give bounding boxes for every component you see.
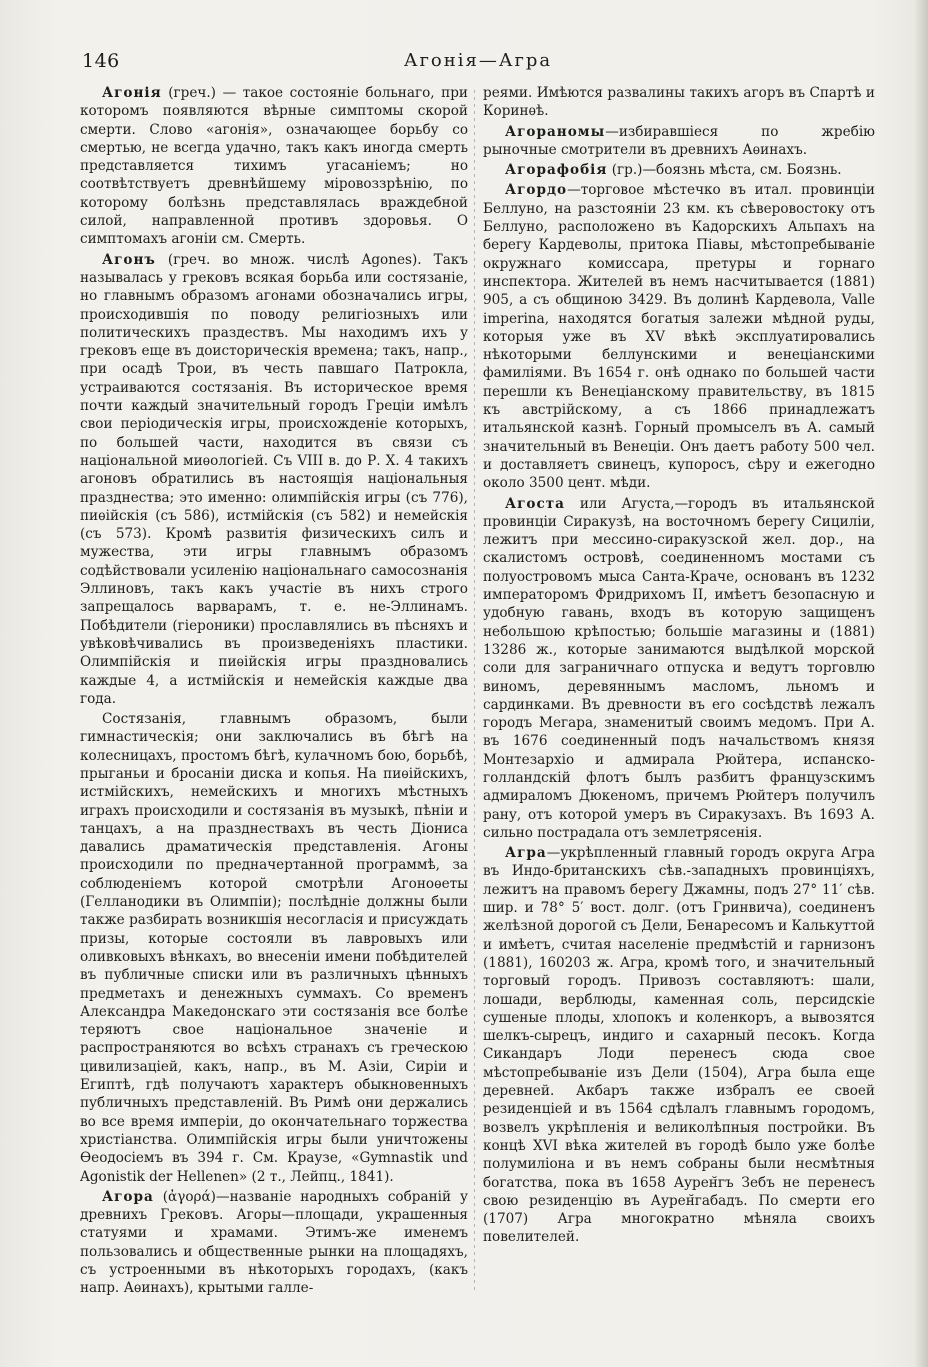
headword: Агораномы: [505, 123, 606, 140]
entry-agon: [80, 251, 468, 708]
headword: Агордо: [505, 182, 568, 199]
page-header: [80, 50, 876, 80]
entry-text: реями. Имѣются развалины такихъ агоръ въ Спартѣ и Коринѳѣ.: [483, 85, 875, 120]
entry-text: (гр.)—боязнь мѣста, см. Боязнь.: [607, 162, 842, 179]
entry-agora: [80, 1188, 468, 1298]
headword: Агонiя: [102, 85, 162, 101]
entry-agordo: [483, 181, 875, 492]
entry-agon-continued: [80, 710, 468, 1186]
entry-text: Состязанiя, главнымъ образомъ, были гимнастическiя; они заключались въ бѣгѣ на колесницахъ, простомъ бѣгѣ, кулачномъ бою, борьбѣ, прыганьи и бросанiи диска и копья. На пиѳiйскихъ, истмiйскихъ, немейскихъ и многихъ мѣстныхъ играхъ происходили и состязанiя въ музыкѣ, пѣнiи и танцахъ, а на празднествахъ въ честь Дiониса давались драматическiя представленiя. Агоны происходили по предначертанной программѣ, за соблюденiемъ которой смотрѣли Агоноѳеты (Гелланодики въ Олимпiи); послѣднiе должны были также разбирать возникшiя несогласiя и присуждать призы, которые состояли въ лавровыхъ или оливковыхъ вѣнкахъ, во внесенiи имени побѣдителей въ публичные списки или въ различныхъ цѣнныхъ предметахъ и денежныхъ суммахъ. Со временъ Александра Македонскаго эти состязанiя все болѣе теряютъ свое нацiональное значенiе и распространяются во всѣхъ странахъ съ греческою цивилизацiей, какъ, напр., въ М. Азiи, Сирiи и Египтѣ, гдѣ получаютъ характеръ обыкновенныхъ публичныхъ представленiй. Въ Римѣ они держались во все время имперiи, до окончательнаго торжества христiанства. Олимпiйскiя игры были уничтожены Ѳеодосiемъ въ 394 г. См. Краузе, «Gymnastik und Agonistik der Hellenen» (2 т., Лейпц., 1841).: [80, 711, 468, 1185]
entry-text: —укрѣпленный главный городъ округа Агра въ Индо-британскихъ сѣв.-западныхъ провинцiяхъ, лежитъ на правомъ берегу Джамны, подъ 27° 11′ сѣв. шир. и 78° 5′ вост. долг. (отъ Гринвича), соединенъ желѣзной дорогой съ Дели, Бенаресомъ и Калькуттой и имѣетъ, считая населенiе предмѣстiй и гарнизонъ (1881), 160203 ж. Агра, кромѣ того, и значительный торговый городъ. Привозъ составляютъ: шали, лошади, верблюды, каменная соль, персидскiе сушеные плоды, хлопокъ и коленкоръ, а вывозятся шелкъ-сырецъ, индиго и сахарный песокъ. Когда Сикандаръ Лоди перенесъ сюда свое мѣстопребыванiе изъ Дели (1504), Агра была еще деревней. Акбаръ также избралъ ее своей резиденцiей и въ 1564 сдѣлалъ главнымъ городомъ, возвелъ укрѣпленiя и великолѣпныя постройки. Въ концѣ XVI вѣка жителей въ городѣ было уже болѣе полумилiона и въ немъ собраны были несмѣтныя богатства, пока въ 1658 Аурен̆гъ Зебъ не перенесъ свою резиденцiю въ Аурен̆габадъ. По смерти его (1707) Агра многократно мѣняла своихъ повелителей.: [483, 845, 875, 1246]
column-divider: [474, 90, 475, 1290]
entry-text: (ἀγορά)—названiе народныхъ собранiй у древнихъ Грековъ. Агоры—площади, украшенныя статуями и храмами. Этимъ-же именемъ пользовались и общественные рынки на площадяхъ, съ устроенными въ нѣкоторыхъ городахъ, (какъ напр. Аѳинахъ), крытыми галле-: [80, 1188, 468, 1297]
entry-agosta: [483, 495, 875, 843]
headword: Агонъ: [102, 251, 156, 268]
entry-agra: [483, 844, 875, 1247]
right-column: [483, 84, 875, 1334]
page-edge-shadow: [914, 0, 928, 1367]
entry-text: —избиравшiеся по жребiю рыночные смотрители въ древнихъ Аѳинахъ.: [483, 123, 875, 158]
headword: Агора: [102, 1188, 154, 1205]
entry-agonia: [80, 84, 468, 249]
entry-text: (греч.) — такое состоянiе больнаго, при которомъ появляются вѣрные симптомы скорой смерти. Слово «агонiя», означающее борьбу со смертью, не всегда удачно, такъ какъ иногда смерть представляется тихимъ угасанiемъ; но соотвѣтствуетъ древнѣйшему мiровоззрѣнiю, по которому болѣзнь представлялась враждебной силой, направленной противъ здоровья. О симптомахъ агонiи см. Смерть.: [80, 85, 468, 248]
page-number: 146: [82, 50, 120, 72]
entry-text: или Агуста,—городъ въ итальянской провинцiи Сиракузѣ, на восточномъ берегу Сицилiи, лежитъ при мессино-сиракузской жел. дор., на скалистомъ островѣ, соединенномъ мостами съ полуостровомъ мыса Санта-Краче, основанъ въ 1232 императоромъ Фридрихомъ II, имѣетъ безопасную и удобную гавань, входъ въ которую защищенъ небольшою крѣпостью; большiе магазины и (1881) 13286 ж., которые занимаются выдѣлкой морской соли для заграничнаго отпуска и ведутъ торговлю виномъ, деревяннымъ масломъ, льномъ и сардинками. Въ древности въ его сосѣдствѣ лежалъ городъ Мегара, знаменитый своимъ медомъ. При А. въ 1676 соединенный подъ начальствомъ князя Монтезархiо и адмирала Рюйтера, испанско-голландскiй флотъ былъ разбитъ французскимъ адмираломъ Дюкеномъ, причемъ Рюйтеръ получилъ рану, отъ которой умеръ въ Сиракузахъ. Въ 1693 А. сильно пострадала отъ землетрясенiя.: [483, 495, 875, 841]
left-column: [80, 84, 468, 1334]
headword: Агра: [505, 845, 547, 862]
running-title: Агонiя—Агра: [403, 50, 553, 71]
headword: Агорафобiя: [505, 162, 608, 179]
headword: Агоста: [505, 495, 565, 512]
entry-agoranomy: [483, 123, 875, 160]
entry-text: —торговое мѣстечко въ итал. провинцiи Беллуно, на разстоянiи 23 км. къ сѣверовостоку отъ Беллуно, расположено въ Кадорскихъ Альпахъ на берегу Кардеволы, притока Пiавы, мѣстопребыванiе окружнаго комиссара, претуры и горнаго инспектора. Жителей въ немъ насчитывается (1881) 905, а съ общиною 3429. Въ долинѣ Кардевола, Valle imperina, находятся богатыя залежи мѣдной руды, которыя уже въ XV вѣкѣ эксплуатировались нѣкоторыми беллунскими и венецiанскими фамилiями. Въ 1654 г. онѣ однако по большей части перешли къ Венецiанскому правительству, въ 1815 къ австрiйскому, а съ 1866 принадлежатъ итальянской казнѣ. Горный промыселъ въ А. самый значительный въ Венецiи. Онъ даетъ работу 500 чел. и доставляетъ свинецъ, купоросъ, сѣру и ежегодно около 3500 цент. мѣди.: [483, 182, 875, 492]
entry-text: (греч. во множ. числѣ Agones). Такъ называлась у грековъ всякая борьба или состязанiе, но главнымъ образомъ агонами обозначались игры, происходившiя по поводу религiозныхъ или политическихъ праздествъ. Мы находимъ ихъ у грековъ еще въ доисторическiя времена; такъ, напр., при осадѣ Трои, въ честь павшаго Патрокла, устраиваются состязанiя. Въ историческое время почти каждый значительный городъ Грецiи имѣлъ свои перiодическiя игры, происхожденiе которыхъ, по большей части, находится въ связи съ нацiональной миѳологiей. Съ VIII в. до Р. X. 4 такихъ агоновъ обратились въ настоящiя нацiональныя празднества; это именно: олимпiйскiя игры (съ 776), пиѳiйскiя (съ 586), истмiйскiя (съ 582) и немейскiя (съ 573). Кромѣ развитiя физическихъ силъ и мужества, эти игры главнымъ образомъ содѣйствовали усиленiю нацiональнаго самосознанiя Эллиновъ, такъ какъ участiе въ нихъ строго запрещалось варварамъ, т. е. не-Эллинамъ. Побѣдители (гiероники) прославлялись въ пѣсняхъ и увѣковѣчивались въ произведенiяхъ пластики. Олимпiйскiя и пиѳiйскiя игры праздновались каждые 4, а истмiйскiя и немейскiя каждые два года.: [80, 251, 468, 707]
entry-agora-continued: [483, 84, 875, 121]
entry-agorafobia: [483, 161, 875, 179]
